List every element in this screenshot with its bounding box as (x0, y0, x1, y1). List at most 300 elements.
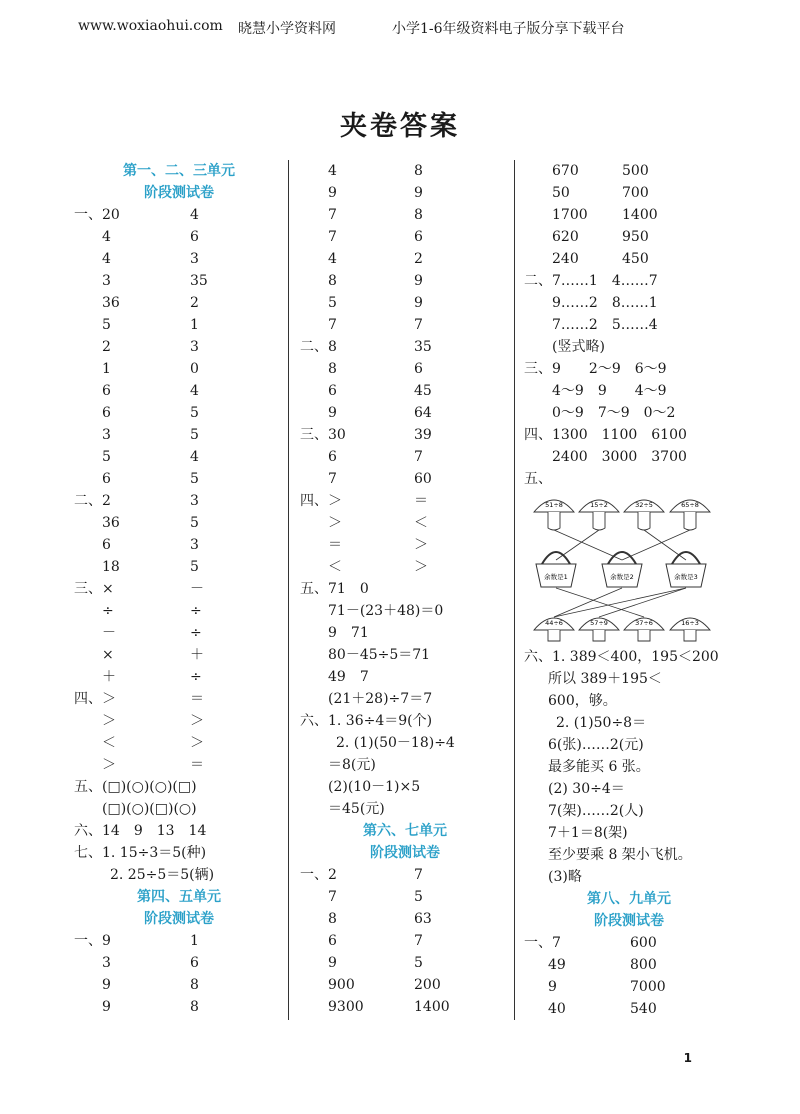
answer-value: ＋ (102, 669, 116, 685)
answer-text: ＝8(元) (328, 757, 376, 773)
answer-row (74, 248, 284, 270)
answer-line (524, 756, 734, 778)
answer-value: 3 (190, 537, 199, 553)
site-url: www.woxiaohui.com (78, 18, 223, 34)
answer-text: 71－(23＋48)＝0 (328, 603, 444, 619)
answer-value: 64 (414, 405, 432, 421)
answer-value: 2 (190, 295, 199, 311)
answer-line (300, 688, 510, 710)
answer-value: 8 (328, 911, 337, 927)
answer-value: 3 (190, 493, 199, 509)
answer-text: 六、14 9 13 14 (74, 823, 207, 839)
answer-value: 9 (328, 955, 337, 971)
answer-value: ＞ (328, 515, 342, 531)
answer-value: 6 (328, 449, 337, 465)
mushroom-stem (593, 630, 605, 641)
answer-row (74, 512, 284, 534)
answer-line (524, 446, 734, 468)
answer-value: 2 (414, 251, 423, 267)
basket-handle (672, 552, 700, 564)
answer-value: 7 (328, 207, 337, 223)
answer-value: 4 (102, 229, 111, 245)
answer-value: 6 (414, 361, 423, 377)
answer-value: 6 (102, 537, 111, 553)
answer-text: 三、9 2～9 6～9 (524, 361, 667, 377)
answer-value: 4 (190, 449, 199, 465)
answer-value: 7 (414, 933, 423, 949)
answer-text: ＝45(元) (328, 801, 385, 817)
answer-text: 2. 25÷5＝5(辆) (110, 867, 215, 883)
answer-line (524, 822, 734, 844)
answer-row (524, 182, 734, 204)
answer-line (524, 646, 734, 668)
answer-value: 50 (552, 185, 570, 201)
answer-text: 4～9 9 4～9 (552, 383, 667, 399)
answer-line (524, 314, 734, 336)
answer-row (74, 292, 284, 314)
answer-value: ÷ (190, 669, 202, 685)
answer-value: 8 (414, 207, 423, 223)
answer-line (300, 732, 510, 754)
answer-text: (□)(○)(□)(○) (102, 801, 197, 817)
answer-text: 0～9 7～9 0～2 (552, 405, 676, 421)
answer-value: ＞ (190, 713, 204, 729)
answer-line (300, 710, 510, 732)
answer-value: 6 (414, 229, 423, 245)
answer-value: 1 (190, 933, 199, 949)
answer-value: 6 (190, 229, 199, 245)
answer-value: 8 (190, 999, 199, 1015)
answer-value: 7 (414, 867, 423, 883)
basket-label: 余数是1 (544, 573, 568, 581)
answer-value: 4 (190, 383, 199, 399)
section-subheading: 阶段测试卷 (370, 845, 440, 861)
answer-row (524, 248, 734, 270)
answer-value: 6 (328, 933, 337, 949)
answer-value: 9 (414, 185, 423, 201)
answer-value: 45 (414, 383, 432, 399)
answer-row (74, 622, 284, 644)
answer-text: (2)(10－1)×5 (328, 779, 421, 795)
answer-value: ＜ (328, 559, 342, 575)
answer-text: (21＋28)÷7＝7 (328, 691, 433, 707)
mushroom-stem (638, 512, 650, 530)
answer-value: 4 (328, 163, 337, 179)
answer-text: 最多能买 6 张。 (548, 759, 650, 775)
answer-value: 60 (414, 471, 432, 487)
answer-value: 35 (414, 339, 432, 355)
answer-row (300, 270, 510, 292)
answer-row (74, 402, 284, 424)
answer-text: (竖式略) (552, 339, 605, 355)
answer-value: 7 (328, 889, 337, 905)
answer-value: 35 (190, 273, 208, 289)
answer-value: 36 (102, 295, 120, 311)
answer-row (300, 952, 510, 974)
answer-row (74, 952, 284, 974)
answer-value: 8 (328, 361, 337, 377)
answer-value: 200 (414, 977, 441, 993)
answer-row (300, 512, 510, 534)
answer-line (300, 754, 510, 776)
answer-value: 3 (190, 339, 199, 355)
mushroom-stem (684, 630, 696, 641)
answer-value: 7 (414, 317, 423, 333)
answer-row (300, 446, 510, 468)
answer-row (524, 932, 734, 954)
answer-text: 80－45÷5＝71 (328, 647, 431, 663)
answer-value: ＝ (190, 691, 204, 707)
matching-figure (532, 492, 717, 642)
answer-text: 七、1. 15÷3＝5(种) (74, 845, 207, 861)
answer-line (524, 800, 734, 822)
answer-value: 500 (622, 163, 649, 179)
answer-value: ＋ (190, 647, 204, 663)
answer-row (74, 446, 284, 468)
column-divider (288, 160, 289, 1020)
answer-row (74, 314, 284, 336)
answer-row (300, 226, 510, 248)
answer-value: 700 (622, 185, 649, 201)
answer-value: 5 (190, 559, 199, 575)
answer-value: 5 (414, 889, 423, 905)
answer-text: 四、1300 1100 6100 (524, 427, 687, 443)
answer-value: 670 (552, 163, 579, 179)
answer-value: ＜ (414, 515, 428, 531)
answer-line (74, 776, 284, 798)
answer-text: 所以 389＋195＜ (548, 671, 662, 687)
answer-row (300, 292, 510, 314)
answer-row (74, 226, 284, 248)
answer-row (300, 534, 510, 556)
answer-row (74, 644, 284, 666)
answer-row (74, 710, 284, 732)
answer-value: 5 (102, 449, 111, 465)
answer-row (300, 336, 510, 358)
mushroom-stem (548, 512, 560, 530)
answer-value: － (102, 625, 116, 641)
mushroom-stem (638, 630, 650, 641)
page-number: 1 (683, 1051, 692, 1065)
answer-value: 39 (414, 427, 432, 443)
answer-line (524, 668, 734, 690)
answer-row (300, 204, 510, 226)
answer-text: 至少要乘 8 架小飞机。 (548, 847, 692, 863)
answer-value: 6 (190, 955, 199, 971)
section-heading: 第四、五单元 (137, 889, 221, 905)
answer-line (300, 776, 510, 798)
answer-row (74, 468, 284, 490)
answer-text: 9……2 8……1 (552, 295, 658, 311)
answer-value: ÷ (190, 603, 202, 619)
answer-row (74, 578, 284, 600)
answer-value: 6 (102, 405, 111, 421)
answer-line (524, 380, 734, 402)
answer-value: 1400 (622, 207, 658, 223)
answer-row (300, 930, 510, 952)
basket-label: 余数是3 (674, 573, 698, 581)
answer-value: 9 (328, 405, 337, 421)
answer-value: ＞ (102, 713, 116, 729)
answer-row (524, 976, 734, 998)
answer-line (300, 600, 510, 622)
answer-value: 6 (328, 383, 337, 399)
answer-value: 8 (328, 273, 337, 289)
answer-row (300, 864, 510, 886)
answer-row (74, 930, 284, 952)
answer-column-3 (524, 160, 734, 1020)
answer-value: 7000 (630, 979, 666, 995)
answer-text: 7(架)……2(人) (548, 803, 644, 819)
answer-value: 40 (548, 1001, 566, 1017)
answer-row (524, 998, 734, 1020)
answer-row (74, 754, 284, 776)
mushroom-label: 51÷8 (545, 501, 563, 509)
basket-handle (608, 552, 636, 564)
answer-value: 四、＞ (300, 493, 342, 509)
answer-value: 240 (552, 251, 579, 267)
mushroom-label: 65÷8 (681, 501, 699, 509)
answer-value: 9300 (328, 999, 364, 1015)
answer-value: 三、× (74, 581, 114, 597)
answer-text: 五、71 0 (300, 581, 369, 597)
answer-row (74, 996, 284, 1018)
answer-row (300, 556, 510, 578)
mushroom-label: 44÷6 (545, 619, 563, 627)
mushroom-label: 16÷3 (681, 619, 699, 627)
answer-value: 3 (102, 955, 111, 971)
answer-row (74, 732, 284, 754)
answer-value: 5 (102, 317, 111, 333)
answer-value: 600 (630, 935, 657, 951)
answer-row (524, 160, 734, 182)
answer-value: 7 (328, 229, 337, 245)
answer-line (74, 820, 284, 842)
answer-value: 1400 (414, 999, 450, 1015)
answer-line (300, 644, 510, 666)
answer-value: 一、2 (300, 867, 337, 883)
section-heading: 第六、七单元 (363, 823, 447, 839)
answer-line (524, 778, 734, 800)
answer-value: 8 (414, 163, 423, 179)
answer-text: 49 7 (328, 669, 369, 685)
answer-value: 0 (190, 361, 199, 377)
answer-value: ＝ (414, 493, 428, 509)
answer-value: 540 (630, 1001, 657, 1017)
answer-text: (2) 30÷4＝ (548, 781, 625, 797)
answer-value: 9 (414, 273, 423, 289)
answer-value: 36 (102, 515, 120, 531)
answer-text: 7……2 5……4 (552, 317, 658, 333)
mushroom-label: 32÷5 (635, 501, 653, 509)
answer-value: 18 (102, 559, 120, 575)
answer-text: 五、(□)(○)(○)(□) (74, 779, 197, 795)
answer-row (74, 688, 284, 710)
answer-text: 7＋1＝8(架) (548, 825, 628, 841)
answer-value: 5 (190, 515, 199, 531)
answer-line (524, 712, 734, 734)
answer-value: 5 (190, 405, 199, 421)
answer-value: 8 (190, 977, 199, 993)
answer-value: 63 (414, 911, 432, 927)
answer-row (300, 380, 510, 402)
answer-value: 9 (548, 979, 557, 995)
answer-line (524, 734, 734, 756)
answer-row (74, 490, 284, 512)
section-heading: 第八、九单元 (587, 891, 671, 907)
answer-value: 9 (102, 977, 111, 993)
answer-line (300, 578, 510, 600)
mushroom-stem (548, 630, 560, 641)
answer-row (300, 974, 510, 996)
answer-value: 7 (328, 471, 337, 487)
answer-row (300, 996, 510, 1018)
answer-value: 900 (328, 977, 355, 993)
basket-handle (542, 552, 570, 564)
answer-line (300, 622, 510, 644)
answer-row (524, 954, 734, 976)
mushroom-label: 15÷2 (590, 501, 608, 509)
answer-line (74, 842, 284, 864)
mushroom-label: 37÷6 (635, 619, 653, 627)
site-name: 晓慧小学资料网 (238, 21, 336, 37)
mushroom-stem (593, 512, 605, 530)
answer-text: 二、7……1 4……7 (524, 273, 658, 289)
answer-value: 6 (102, 383, 111, 399)
section-subheading: 阶段测试卷 (144, 911, 214, 927)
mushroom-stem (684, 512, 696, 530)
answer-row (300, 248, 510, 270)
basket-label: 余数是2 (610, 573, 634, 581)
answer-value: 9 (414, 295, 423, 311)
answer-text: (3)略 (548, 869, 582, 885)
answer-line (524, 336, 734, 358)
answer-value: 6 (102, 471, 111, 487)
answer-line (524, 358, 734, 380)
answer-value: － (190, 581, 204, 597)
answer-text: 2400 3000 3700 (552, 449, 687, 465)
answer-value: 1700 (552, 207, 588, 223)
answer-row (74, 380, 284, 402)
connector-line (554, 588, 686, 617)
answer-value: ＞ (414, 537, 428, 553)
answer-line (524, 402, 734, 424)
mushroom-basket-diagram (532, 492, 717, 642)
answer-value: 3 (102, 427, 111, 443)
answer-text: 五、 (524, 471, 552, 487)
answer-row (74, 358, 284, 380)
answer-line (524, 690, 734, 712)
answer-value: 1 (102, 361, 111, 377)
answer-text: 2. (1)50÷8＝ (556, 715, 647, 731)
answer-value: 二、2 (74, 493, 111, 509)
answer-value: 950 (622, 229, 649, 245)
answer-line (524, 292, 734, 314)
answer-text: 六、1. 36÷4＝9(个) (300, 713, 433, 729)
answer-row (300, 886, 510, 908)
answer-value: 1 (190, 317, 199, 333)
answer-value: 7 (328, 317, 337, 333)
column-divider (514, 160, 515, 1020)
answer-row (300, 424, 510, 446)
answer-column-2 (300, 160, 510, 1018)
answer-row (74, 336, 284, 358)
answer-value: 7 (414, 449, 423, 465)
answer-value: 49 (548, 957, 566, 973)
answer-line (300, 666, 510, 688)
page-title: 夹卷答案 (340, 111, 460, 142)
answer-value: 5 (190, 471, 199, 487)
answer-text: 6(张)……2(元) (548, 737, 644, 753)
answer-value: ＞ (102, 757, 116, 773)
answer-row (300, 160, 510, 182)
answer-value: 一、20 (74, 207, 120, 223)
answer-row (74, 974, 284, 996)
answer-value: 3 (102, 273, 111, 289)
answer-value: 四、＞ (74, 691, 116, 707)
answer-row (524, 226, 734, 248)
answer-row (74, 204, 284, 226)
answer-line (74, 864, 284, 886)
section-heading: 第一、二、三单元 (123, 163, 235, 179)
answer-row (74, 556, 284, 578)
answer-value: × (102, 647, 114, 663)
answer-line (524, 424, 734, 446)
section-subheading: 阶段测试卷 (594, 913, 664, 929)
answer-line (524, 844, 734, 866)
answer-row (74, 270, 284, 292)
answer-line (524, 468, 734, 490)
answer-value: 620 (552, 229, 579, 245)
answer-line (524, 270, 734, 292)
answer-value: 一、9 (74, 933, 111, 949)
answer-value: ＞ (190, 735, 204, 751)
answer-value: ＞ (414, 559, 428, 575)
answer-line (74, 798, 284, 820)
answer-value: 800 (630, 957, 657, 973)
answer-value: 3 (190, 251, 199, 267)
answer-value: 4 (190, 207, 199, 223)
answer-value: 一、7 (524, 935, 561, 951)
site-slogan: 小学1-6年级资料电子版分享下载平台 (392, 21, 625, 37)
answer-row (74, 424, 284, 446)
answer-value: 5 (328, 295, 337, 311)
answer-row (300, 468, 510, 490)
answer-row (300, 402, 510, 424)
answer-row (300, 314, 510, 336)
answer-value: ＝ (190, 757, 204, 773)
answer-value: 5 (414, 955, 423, 971)
answer-row (74, 600, 284, 622)
answer-value: 9 (102, 999, 111, 1015)
answer-row (300, 182, 510, 204)
answer-value: 9 (328, 185, 337, 201)
answer-value: ÷ (102, 603, 114, 619)
answer-row (74, 666, 284, 688)
answer-text: 2. (1)(50－18)÷4 (336, 735, 455, 751)
answer-value: 450 (622, 251, 649, 267)
answer-row (74, 534, 284, 556)
answer-value: 4 (328, 251, 337, 267)
answer-value: ＜ (102, 735, 116, 751)
mushroom-label: 57÷9 (590, 619, 608, 627)
answer-row (300, 358, 510, 380)
answer-text: 六、1. 389＜400，195＜200 (524, 649, 719, 665)
answer-value: 三、30 (300, 427, 346, 443)
answer-row (524, 204, 734, 226)
answer-value: ＝ (328, 537, 342, 553)
answer-row (300, 908, 510, 930)
